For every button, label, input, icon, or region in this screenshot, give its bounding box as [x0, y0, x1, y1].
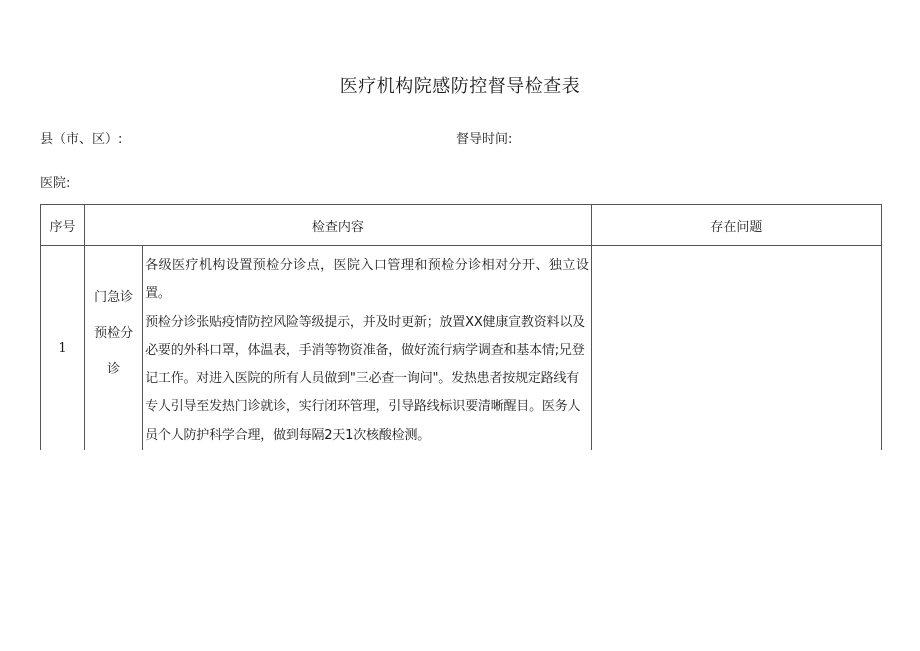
row-category — [85, 246, 143, 451]
header-check-content: 检查内容 — [85, 205, 592, 246]
category-line: 门急诊 — [94, 290, 134, 305]
table-row — [41, 246, 882, 451]
content-line: 员个人防护科学合理，做到每隔2天1次核酸检测。 — [145, 427, 431, 443]
row-issues[interactable] — [591, 246, 881, 451]
inspection-time-label: 督导时间: — [456, 132, 513, 147]
content-line: 必要的外科口罩，体温表，手消等物资准备，做好流行病学调查和基本情;兄登 — [145, 342, 585, 358]
content-line: 预检分诊张贴疫情防控风险等级提示，并及时更新；放置XX健康宣教资料以及 — [145, 314, 585, 330]
row-serial-number: 1 — [41, 246, 85, 451]
content-line: 各级医疗机构设置预检分诊点，医院入口管理和预检分诊相对分开、独立设置。 — [145, 258, 589, 302]
content-line: 专人引导至发热门诊就诊，实行闭环管理，引导路线标识要清晰醒目。医务人 — [145, 399, 581, 415]
header-serial-number: 序号 — [41, 205, 85, 246]
row-check-content — [143, 246, 592, 451]
table-header-row — [41, 205, 882, 246]
category-line: 预检分 — [94, 326, 134, 341]
content-line: 记工作。对进入医院的所有人员做到"三必查一询问"。发热患者按规定路线有 — [145, 371, 580, 387]
county-label: 县（市、区）: — [40, 132, 123, 147]
category-line: 诊 — [107, 362, 121, 377]
hospital-label: 医院: — [40, 176, 71, 191]
header-issues: 存在问题 — [591, 205, 881, 246]
document-title: 医疗机构院感防控督导检查表 — [339, 76, 581, 97]
inspection-table — [40, 204, 882, 450]
